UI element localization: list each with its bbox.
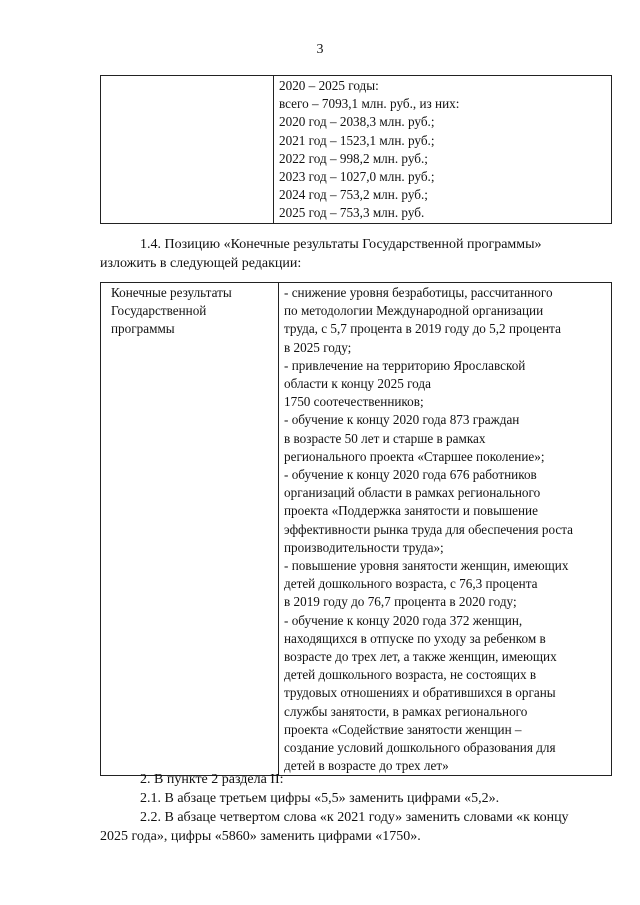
result-line: - обучение к концу 2020 года 873 граждан (284, 412, 520, 428)
funding-table-values-cell (274, 76, 612, 224)
result-line: детей в возрасте до трех лет» (284, 758, 449, 774)
result-line: 1750 соотечественников; (284, 394, 424, 410)
result-line: - снижение уровня безработицы, рассчитанного (284, 285, 553, 300)
result-line: проекта «Поддержка занятости и повышение (284, 503, 538, 519)
result-line: организаций области в рамках регионального (284, 485, 541, 501)
result-line: детей дошкольного возраста, не состоящих в (284, 667, 537, 683)
paragraph-1-4 (100, 235, 612, 273)
result-line: производительности труда»; (284, 539, 444, 555)
results-table-label-cell (101, 283, 279, 776)
funding-line: 2022 год – 998,2 млн. руб.; (279, 150, 428, 166)
funding-line: 2021 год – 1523,1 млн. руб.; (279, 132, 435, 148)
funding-table-empty-cell (101, 76, 274, 224)
result-line: трудовых отношениях и обратившихся в органы (284, 685, 556, 701)
funding-line: 2020 год – 2038,3 млн. руб.; (279, 114, 435, 130)
result-line: - привлечение на территорию Ярославской (284, 357, 526, 373)
paragraph-2-1: 2.1. В абзаце третьем цифры «5,5» заменить цифрами «5,2». (140, 791, 500, 806)
result-line: в возрасте 50 лет и старше в рамках (284, 430, 486, 446)
funding-line: всего – 7093,1 млн. руб., из них: (279, 96, 460, 112)
results-table (100, 282, 612, 776)
page-number: 3 (316, 42, 324, 57)
result-line: - обучение к концу 2020 года 372 женщин, (284, 612, 523, 628)
paragraph-2: 2. В пункте 2 раздела II: (140, 772, 284, 787)
table-row (101, 76, 612, 224)
result-line: в 2025 году; (284, 339, 352, 355)
funding-line: 2024 год – 753,2 млн. руб.; (279, 187, 428, 203)
funding-line: 2020 – 2025 годы: (279, 78, 379, 93)
result-line: регионального проекта «Старшее поколение»; (284, 448, 545, 464)
paragraph-1-4-line2: изложить в следующей редакции: (100, 256, 302, 271)
label-line: Конечные результаты (111, 285, 232, 300)
funding-table (100, 75, 612, 224)
result-line: в 2019 году до 76,7 процента в 2020 году; (284, 594, 517, 610)
funding-line: 2023 год – 1027,0 млн. руб.; (279, 169, 435, 185)
paragraph-1-4-line1: 1.4. Позицию «Конечные результаты Государственной программы» (140, 237, 542, 252)
result-line: - повышение уровня занятости женщин, имеющих (284, 558, 569, 574)
result-line: детей дошкольного возраста, с 76,3 процента (284, 576, 538, 592)
paragraph-2-2-line2: 2025 года», цифры «5860» заменить цифрами «1750». (100, 829, 421, 844)
result-line: создание условий дошкольного образования для (284, 740, 556, 756)
result-line: проекта «Содействие занятости женщин – (284, 721, 522, 737)
result-line: труда, с 5,7 процента в 2019 году до 5,2 процента (284, 321, 561, 337)
result-line: по методологии Международной организации (284, 303, 544, 319)
result-line: находящихся в отпуске по уходу за ребенком в (284, 630, 546, 646)
paragraph-2-2-line1: 2.2. В абзаце четвертом слова «к 2021 году» заменить словами «к концу (140, 810, 569, 825)
label-line: Государственной (111, 303, 207, 319)
result-line: возрасте до трех лет, а также женщин, имеющих (284, 649, 557, 665)
table-row (101, 283, 612, 776)
result-line: службы занятости, в рамках регионального (284, 703, 528, 719)
result-line: эффективности рынка труда для обеспечения роста (284, 521, 574, 537)
funding-line: 2025 год – 753,3 млн. руб. (279, 205, 425, 221)
label-line: программы (111, 321, 175, 337)
results-table-text-cell (279, 283, 612, 776)
result-line: области к концу 2025 года (284, 376, 431, 392)
amendments-list (100, 770, 612, 846)
result-line: - обучение к концу 2020 года 676 работников (284, 467, 537, 483)
